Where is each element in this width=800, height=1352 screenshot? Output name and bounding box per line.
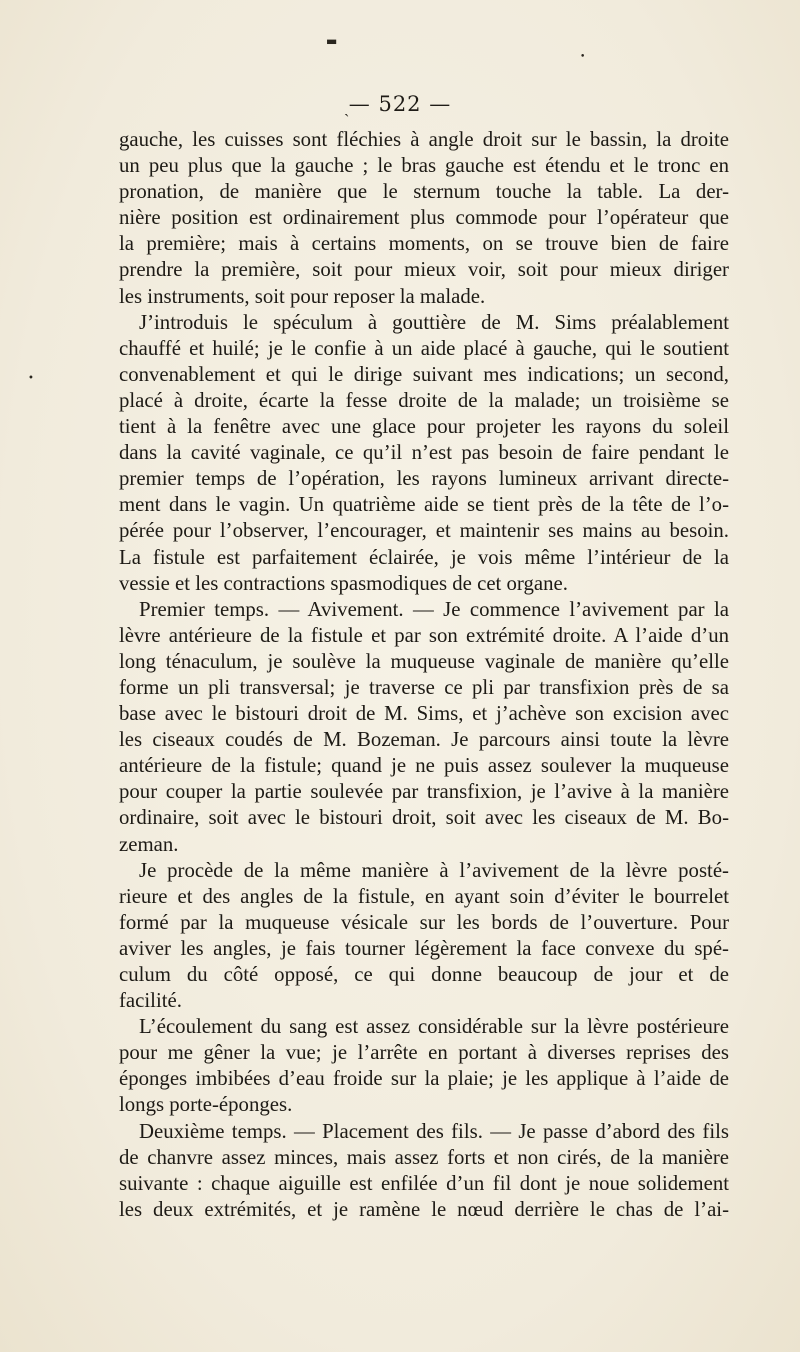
text-line: aviver les angles, je fais tourner légèrement la face convexe du spé- [119, 936, 729, 960]
text-line: zeman. [119, 832, 179, 856]
text-line: suivante : chaque aiguille est enfilée d’un fil dont je noue solidement [119, 1171, 729, 1195]
text-line: nière position est ordinairement plus commode pour l’opérateur que [119, 206, 729, 230]
text-line: L’écoulement du sang est assez considérable sur la lèvre postérieure [139, 1015, 729, 1039]
ink-speck-top: ▬ [326, 34, 338, 48]
text-line: antérieure de la fistule; quand je ne puis assez soulever la muqueuse [119, 754, 729, 778]
body-text [119, 127, 729, 1223]
text-line: formé par la muqueuse vésicale sur les bords de l’ouverture. Pour [119, 910, 729, 934]
text-line: pour me gêner la vue; je l’arrête en portant à diverses reprises des [119, 1041, 729, 1065]
ink-speck-header: ˏ [344, 98, 350, 117]
text-line: chauffé et huilé; je le confie à un aide placé à gauche, qui le soutient [119, 336, 729, 360]
text-line: les instruments, soit pour reposer la malade. [119, 284, 486, 308]
text-line: pour couper la partie soulevée par transfixion, je l’avive à la manière [119, 780, 729, 804]
text-line: ment dans le vagin. Un quatrième aide se tient près de la tête de l’o- [119, 493, 729, 517]
text-line: lèvre antérieure de la fistule et par son extrémité droite. A l’aide d’un [119, 623, 729, 647]
text-line: prendre la première, soit pour mieux voir, soit pour mieux diriger [119, 258, 729, 282]
page-number: — 522 — [348, 92, 452, 116]
text-line: Je procède de la même manière à l’avivement de la lèvre posté- [139, 858, 729, 882]
text-line: éponges imbibées d’eau froide sur la plaie; je les applique à l’aide de [119, 1067, 729, 1091]
text-line: pérée pour l’observer, l’encourager, et maintenir ses mains au besoin. [119, 519, 729, 543]
text-line: premier temps de l’opération, les rayons lumineux arrivant directe- [119, 467, 729, 491]
text-line: les ciseaux coudés de M. Bozeman. Je parcours ainsi toute la lèvre [119, 728, 729, 752]
text-line: forme un pli transversal; je traverse ce pli par transfixion près de sa [119, 675, 729, 699]
text-line: les deux extrémités, et je ramène le nœud derrière le chas de l’ai- [119, 1197, 729, 1221]
text-line: de chanvre assez minces, mais assez forts et non cirés, de la manière [119, 1145, 729, 1169]
text-line: pronation, de manière que le sternum touche la table. La der- [119, 180, 729, 204]
text-line: J’introduis le spéculum à gouttière de M. Sims préalablement [139, 310, 729, 334]
text-line: Premier temps. — Avivement. — Je commence l’avivement par la [139, 597, 729, 621]
text-line: ordinaire, soit avec le bistouri droit, soit avec les ciseaux de M. Bo- [119, 806, 729, 830]
text-line: dans la cavité vaginale, ce qu’il n’est pas besoin de faire pendant le [119, 441, 729, 465]
text-line: Deuxième temps. — Placement des fils. — Je passe d’abord des fils [139, 1119, 729, 1143]
text-line: convenablement et qui le dirige suivant mes indications; un second, [119, 362, 729, 386]
text-line: gauche, les cuisses sont fléchies à angle droit sur le bassin, la droite [119, 128, 729, 151]
text-line: la première; mais à certains moments, on se trouve bien de faire [119, 232, 729, 256]
ink-speck-right: • [580, 52, 586, 62]
text-line: rieure et des angles de la fistule, en ayant soin d’éviter le bourrelet [119, 884, 729, 908]
text-line: vessie et les contractions spasmodiques de cet organe. [119, 571, 568, 595]
text-line: longs porte-éponges. [119, 1093, 293, 1117]
text-line: base avec le bistouri droit de M. Sims, et j’achève son excision avec [119, 702, 729, 726]
text-line: facilité. [119, 989, 182, 1013]
text-line: placé à droite, écarte la fesse droite de la malade; un troisième se [119, 388, 729, 412]
text-line: un peu plus que la gauche ; le bras gauche est étendu et le tronc en [119, 154, 729, 178]
text-line: long ténaculum, je soulève la muqueuse vaginale de manière qu’elle [119, 649, 729, 673]
text-line: La fistule est parfaitement éclairée, je vois même l’intérieur de la [119, 545, 729, 569]
text-line: culum du côté opposé, ce qui donne beaucoup de jour et de [119, 963, 729, 986]
ink-speck-margin: • [28, 373, 34, 384]
text-line: tient à la fenêtre avec une glace pour projeter les rayons du soleil [119, 415, 729, 439]
